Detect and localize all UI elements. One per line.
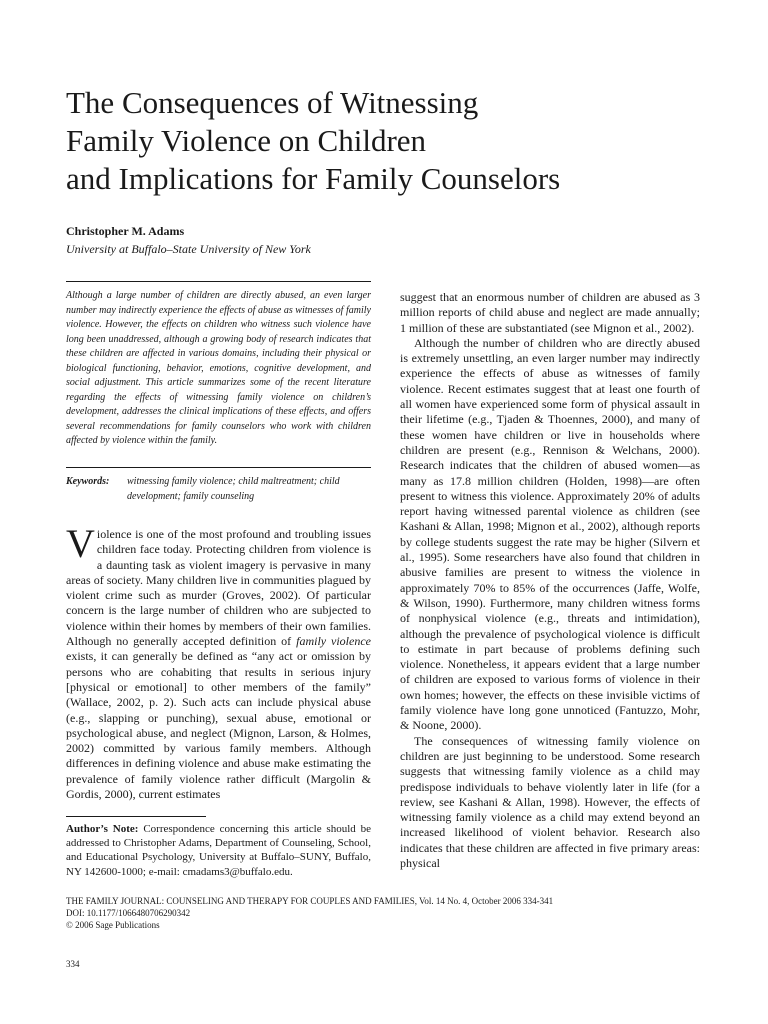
- body-paragraph: The consequences of witnessing family violence on children are just beginning to be understood. Some research suggests that witnessing family violence as a child may predispose individuals to behave violently later in life (for a review, see Kashani & Allan, 1998). However, the effects of witnessing family violence as a child may extend beyond an increased likelihood of violent behavior. Research also indicates that these children are affected in five primary areas: physical: [400, 733, 700, 870]
- keywords-label: Keywords:: [66, 476, 110, 487]
- body-paragraph: Although the number of children who are directly abused is extremely unsettling, an even larger number may indirectly experience the effects of abuse as witnesses of family violence. Recent estimates suggest that at least one fourth of all women have experienced some form of physical assault in their lifetime (e.g., Tjaden & Thoennes, 2000), and many of these women have children or live in households where children are present (e.g., Rennison & Welchans, 2000). Research indicates that the children of abused women—as many as 17.8 million children (Holden, 1998)—are often present to witness this violence. Approximately 20% of adults report having witnessed parental violence as children (see Kashani & Allan, 1998; Mignon et al., 2002), although reports by college students suggest the rate may be higher (Silvern et al., 1995). Some researchers have also found that children in abusive families are present to witness the violence in approximately 70% to 85% of the occurrences (Jaffe, Wolfe, & Wilson, 1990). Furthermore, many children witness forms of nonphysical violence (e.g., threats and intimidation), although the prevalence of psychological violence is difficult to estimate in part because of problems defining such violence. Nonetheless, it appears evident that a large number of children are exposed to various forms of violence in their own homes; however, the effects on these invisible victims of family violence have long gone unnoticed (Fantuzzo, Mohr, & Noone, 2000).: [400, 335, 700, 733]
- author-name: Christopher M. Adams: [66, 224, 185, 238]
- keywords-block: [66, 475, 371, 504]
- authors-note-text: Correspondence concerning this article should be addressed to Christopher Adams, Department of Counseling, School, and Educational Psychology, University at Buffalo–SUNY, Buffalo, NY 142600-1000; e-mail: cmadams3@buffalo.edu.: [66, 823, 371, 878]
- author-affiliation: University at Buffalo–State University of New York: [66, 242, 311, 256]
- drop-cap: V: [66, 521, 95, 566]
- article-title: [66, 84, 706, 198]
- title-line: and Implications for Family Counselors: [66, 161, 561, 196]
- note-rule: [66, 816, 206, 817]
- keywords-text: witnessing family violence; child maltreatment; child development; family counseling: [127, 476, 340, 502]
- journal-footer: [66, 895, 716, 931]
- paragraph-text: iolence is one of the most profound and troubling issues children face today. Protecting children from violence is a daunting task as violent imagery is pervasive in many areas of society. Many children live in communities plagued by violent crime such as murder (Groves, 2002). Of particular concern is the large number of children who are subjected to violence within their homes by members of their own families. Although no generally accepted definition of: [66, 527, 371, 649]
- doi: DOI: 10.1177/1066480706290342: [66, 908, 191, 918]
- title-line: The Consequences of Witnessing: [66, 85, 479, 120]
- paragraph-text: exists, it can generally be defined as “any act or omission by persons who are cohabiting that results in serious injury [physical or emotional] to other members of the family” (Wallace, 2002, p. 2). Such acts can include physical abuse (e.g., slapping or punching), sexual abuse, emotional or psychological abuse, and neglect (Mignon, Larson, & Holmes, 2002) committed by various family members. Although differences in defining violence and abuse make estimating the prevalence of family violence rather difficult (Margolin & Gordis, 2000), current estimates: [66, 649, 371, 802]
- title-line: Family Violence on Children: [66, 123, 427, 158]
- authors-note: [66, 822, 371, 879]
- keywords-rule: [66, 467, 371, 468]
- journal-citation: THE FAMILY JOURNAL: COUNSELING AND THERAPY FOR COUPLES AND FAMILIES, Vol. 14 No. 4, October 2006 334-341: [66, 896, 554, 906]
- body-right-column: [400, 290, 700, 871]
- copyright: © 2006 Sage Publications: [66, 920, 160, 930]
- body-left-column: [66, 521, 371, 802]
- body-paragraph: [66, 521, 371, 802]
- abstract-text: Although a large number of children are directly abused, an even larger number may indirectly experience the effects of abuse as witnesses of family violence. However, the effects on children who witness such violence have long been unaddressed, although a growing body of research indicates that these children are affected in various domains, including their physical or biological functioning, behavior, emotions, cognitive development, and social adjustment. This article summarizes some of the recent literature regarding the effects of witnessing family violence on children’s development, addresses the clinical implications of these effects, and offers several recommendations for family counselors who work with children affected by violence within the family.: [66, 290, 371, 446]
- emphasis-term: family violence: [296, 634, 371, 649]
- body-paragraph: suggest that an enormous number of children are abused as 3 million reports of child abuse and neglect are made annually; 1 million of these are substantiated (see Mignon et al., 2002).: [400, 290, 700, 335]
- abstract-top-rule: [66, 281, 371, 282]
- authors-note-label: Author’s Note:: [66, 823, 139, 835]
- page-number: 334: [66, 959, 80, 969]
